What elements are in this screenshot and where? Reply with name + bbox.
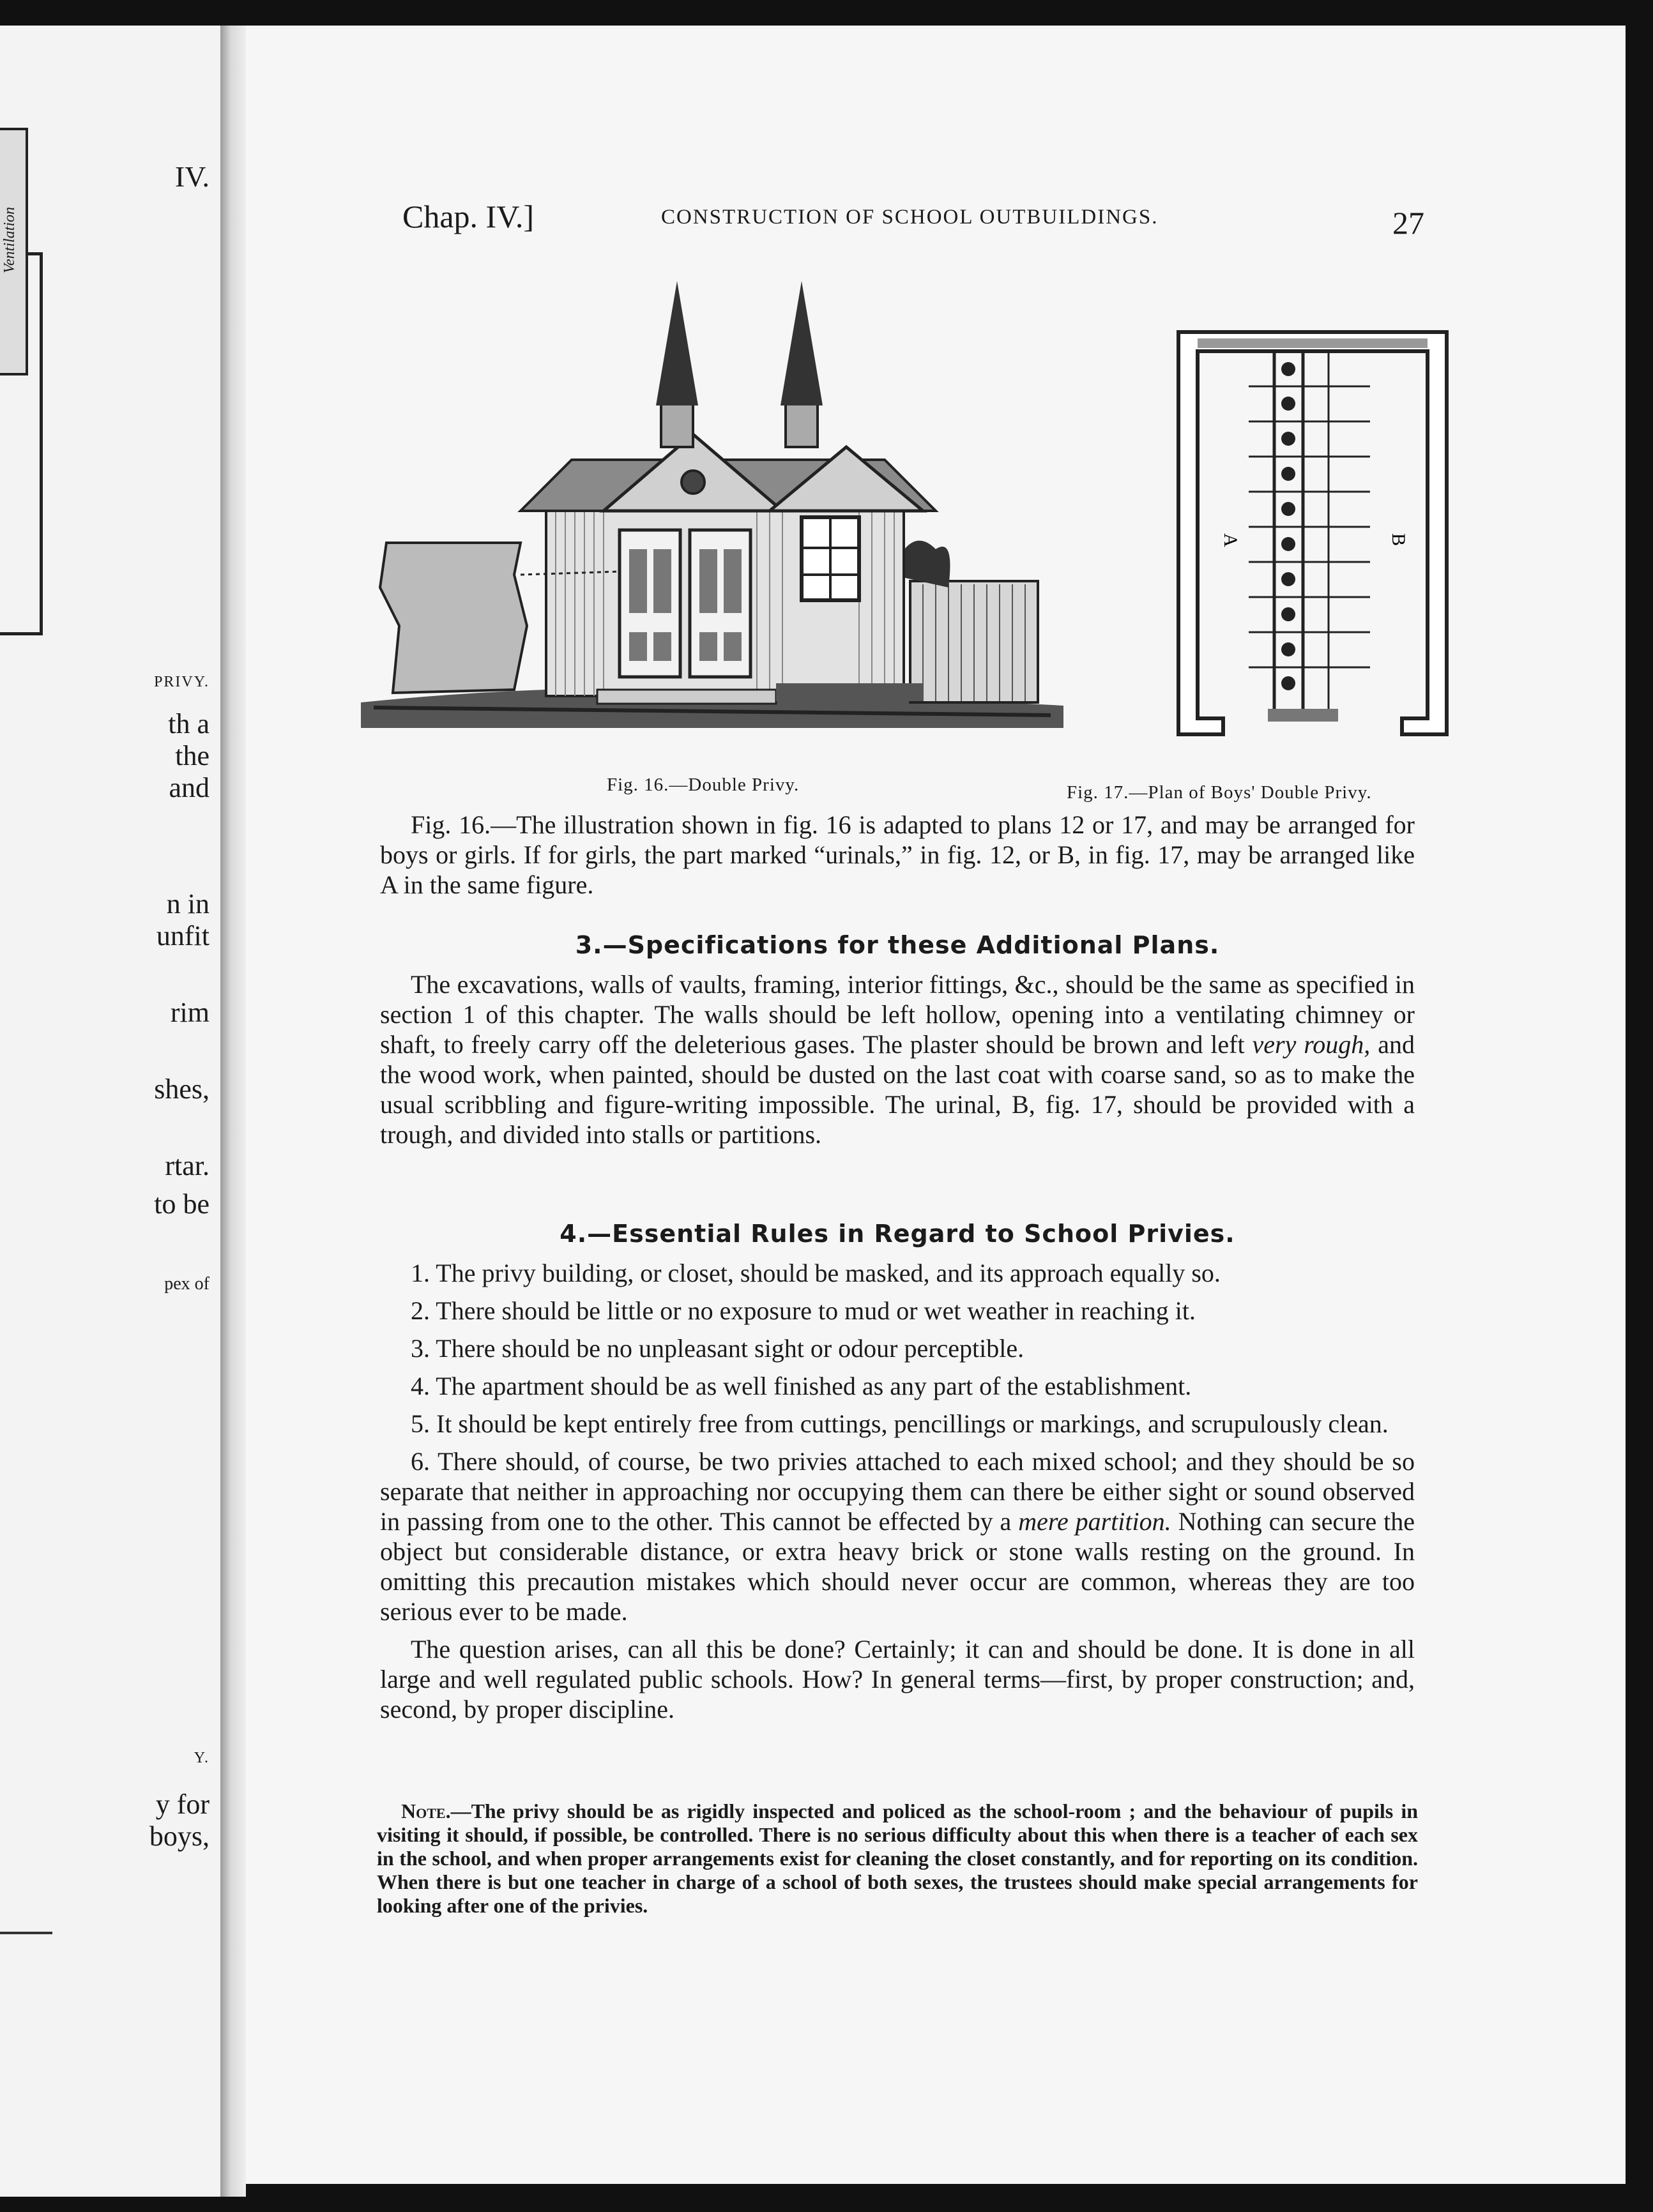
rule-item: 5. It should be kept entirely free from cuttings, pencillings or markings, and scrupulously clean. <box>411 1409 1389 1438</box>
rule6-emphasis: mere partition. <box>1018 1507 1171 1536</box>
closing-paragraph: The question arises, can all this be done? Certainly; it can and should be done. It is done in all large and well regulated public schools. How? In general terms—first, by proper construction; and, second, by proper discipline. <box>380 1635 1415 1723</box>
left-fragment: pex of <box>164 1274 209 1294</box>
left-fragment: th a <box>168 708 209 739</box>
left-fragment: IV. <box>174 160 209 193</box>
left-fragment: shes, <box>154 1073 209 1105</box>
footnote <box>377 1799 1418 1918</box>
book-page <box>246 26 1626 2184</box>
fig17-privy-plan-diagram <box>1172 326 1453 741</box>
fig16-caption: Fig. 16.—Double Privy. <box>607 775 800 795</box>
rule-item: 1. The privy building, or closet, should be masked, and its approach equally so. <box>411 1259 1221 1287</box>
rule-item: 3. There should be no unpleasant sight or odour perceptible. <box>411 1334 1025 1363</box>
left-fragment: unfit <box>156 920 209 951</box>
left-fragment: n in <box>166 888 209 920</box>
rule-item: 2. There should be little or no exposure to mud or wet weather in reaching it. <box>411 1296 1196 1325</box>
fig17-label-b: B <box>1388 533 1409 547</box>
chapter-label: Chap. IV.] <box>402 199 535 234</box>
left-figure-ventilation <box>0 128 28 375</box>
book-gutter <box>220 26 246 2197</box>
section3-text-before: The excavations, walls of vaults, framing, interior fittings, &c., should be the same as specified in section 1 of this chapter. The walls should be left hollow, opening into a ventilating chimney or shaft, to freely carry off the deleterious gases. The plaster should be brown and left <box>380 970 1415 1059</box>
page-number: 27 <box>1392 205 1424 241</box>
note-lead: Note. <box>401 1799 451 1822</box>
fig17-label-a: A <box>1220 533 1241 547</box>
left-fragment: and <box>169 772 209 803</box>
left-frame-label: Ventilation <box>1 207 18 273</box>
rule-item-6 <box>380 1446 1415 1626</box>
note-text: —The privy should be as rigidly inspected and policed as the school-room ; and the behaviour of pupils in visiting it should, if possible, be controlled. There is no serious difficulty about this when there is a teacher of each sex in the school, and when proper arrangements exist for cleaning the closet constantly, and for reporting on its condition. When there is but one teacher in charge of a school of both sexes, the trustees should make special arrangements for looking after one of the privies. <box>377 1799 1418 1917</box>
section3-text-after: and the wood work, when painted, should be dusted on the last coat with coarse sand, so as to make the usual scribbling and figure-writing impossible. The urinal, B, fig. 17, should be provided with a trough, and divided into stalls or partitions. <box>380 1030 1415 1149</box>
section3-emphasis: very rough, <box>1252 1030 1371 1059</box>
intro-text: Fig. 16.—The illustration shown in fig. 16 is adapted to plans 12 or 17, and may be arranged for boys or girls. If for girls, the part marked “urinals,” in fig. 12, or B, in fig. 17, may be arranged like A in the same figure. <box>380 810 1415 899</box>
left-fragment: Y. <box>194 1750 209 1766</box>
rule6-text-after: Nothing can secure the object but considerable distance, or extra heavy brick or stone walls resting on the ground. In omitting this precaution mistakes which should never occur are common, whereas they are too serious ever to be made. <box>380 1507 1415 1626</box>
rules-list <box>380 1258 1415 1732</box>
left-rule <box>0 1932 52 1934</box>
section3-heading: 3.—Specifications for these Additional Plans. <box>575 931 1220 959</box>
left-fragment: PRIVY. <box>154 674 209 690</box>
fig17-caption: Fig. 17.—Plan of Boys' Double Privy. <box>1067 782 1372 803</box>
rule6-text-before: 6. There should, of course, be two privies attached to each mixed school; and they should be so separate that neither in approaching nor occupying them can there be either sight or sound observed in passing from one to the other. This cannot be effected by a <box>380 1447 1415 1536</box>
intro-paragraph <box>380 810 1415 900</box>
section3-paragraph <box>380 969 1415 1149</box>
left-fragment: y for <box>155 1789 209 1820</box>
left-fragment: rim <box>170 997 209 1028</box>
previous-page-fragment <box>0 26 224 2197</box>
left-fragment: to be <box>154 1188 209 1220</box>
page-header <box>246 172 1626 241</box>
rule-item: 4. The apartment should be as well finished as any part of the establishment. <box>411 1372 1192 1400</box>
running-title: CONSTRUCTION OF SCHOOL OUTBUILDINGS. <box>661 206 1159 229</box>
left-fragment: boys, <box>149 1821 209 1852</box>
section4-heading: 4.—Essential Rules in Regard to School Privies. <box>560 1220 1235 1248</box>
left-fragment: rtar. <box>165 1150 209 1181</box>
left-fragment: the <box>175 740 209 771</box>
fig16-double-privy-illustration <box>361 243 1063 766</box>
